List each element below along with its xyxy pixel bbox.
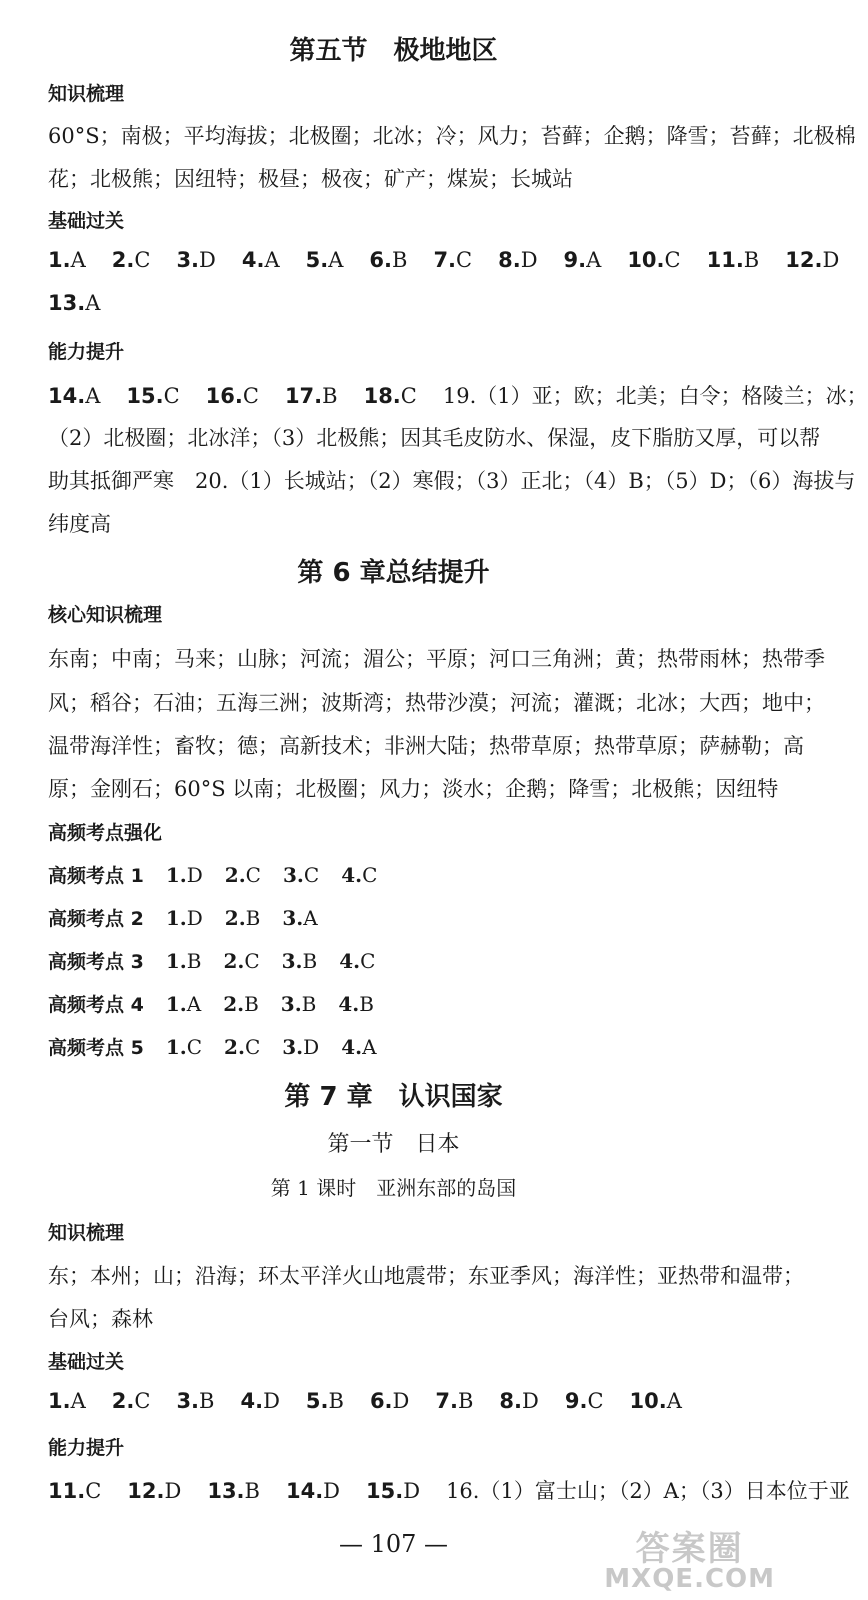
frequent-row-5 — [48, 1033, 399, 1060]
answer-item — [338, 992, 374, 1016]
ability-answers-row-1 — [48, 380, 868, 410]
answer-item — [433, 248, 472, 272]
answer-item — [166, 863, 203, 887]
answer-item — [370, 1389, 409, 1413]
answer-value: B — [199, 1389, 215, 1413]
answer-item — [499, 1389, 538, 1413]
answer-value: D — [323, 1479, 341, 1503]
answer-value: B — [359, 992, 374, 1016]
answer-number: 7. — [433, 248, 457, 272]
answer-item — [564, 248, 602, 272]
ability-choice-answers — [48, 384, 443, 408]
answer-number: 3. — [281, 949, 303, 973]
answer-number: 13. — [207, 1479, 245, 1503]
answer-number: 4. — [339, 949, 361, 973]
answer-value: B — [322, 384, 338, 408]
answer-item — [286, 1479, 340, 1503]
watermark-logo — [604, 1529, 775, 1594]
answer-value: C — [134, 248, 151, 272]
answer-value: D — [199, 248, 216, 272]
ability-line-4: 纬度高 — [48, 512, 111, 536]
answer-number: 7. — [435, 1389, 458, 1413]
answer-item — [435, 1389, 473, 1413]
frequent-point-label: 高频考点 5 — [48, 1037, 144, 1059]
answer-number: 13. — [48, 291, 86, 315]
answer-item — [207, 1479, 260, 1503]
answer-item — [285, 384, 338, 408]
answer-value: C — [587, 1389, 604, 1413]
answer-item — [366, 1479, 420, 1503]
answer-item — [785, 248, 839, 272]
answer-number: 2. — [224, 863, 246, 887]
basic-answers-row-1 — [48, 248, 865, 272]
answer-number: 1. — [165, 863, 187, 887]
answer-value: A — [328, 248, 344, 272]
answer-value: C — [362, 863, 378, 887]
answer-item — [48, 291, 100, 315]
answer-value: D — [520, 248, 538, 272]
answer-number: 1. — [165, 992, 187, 1016]
section-title-polar: 第五节 极地地区 — [289, 36, 498, 66]
lesson-title: 第 1 课时 亚洲东部的岛国 — [270, 1176, 517, 1200]
answer-number: 8. — [498, 248, 521, 272]
answer-item — [281, 992, 317, 1016]
answer-item — [48, 1479, 101, 1503]
answer-item — [223, 949, 259, 973]
answer-value: C — [134, 1389, 151, 1413]
answer-item — [166, 992, 201, 1016]
frequent-point-label: 高频考点 2 — [48, 908, 144, 930]
answer-item — [283, 863, 319, 887]
frequent-row-2 — [48, 904, 340, 931]
answer-number: 2. — [224, 906, 246, 930]
answer-number: 4. — [241, 248, 265, 272]
answer-value: D — [403, 1479, 421, 1503]
answer-number: 1. — [165, 949, 187, 973]
answer-value: C — [360, 949, 376, 973]
answer-number: 5. — [305, 248, 329, 272]
japan-ability-q16: 16.（1）富士山；（2）A；（3）日本位于亚 — [446, 1479, 850, 1503]
answer-number: 14. — [285, 1479, 324, 1503]
answer-item — [48, 248, 86, 272]
answer-number: 6. — [369, 1389, 393, 1413]
core-line-3: 温带海洋性；畜牧；德；高新技术；非洲大陆；热带草原；热带草原；萨赫勒；高 — [48, 734, 804, 758]
answer-value: B — [244, 1479, 260, 1503]
answer-item — [306, 248, 344, 272]
answer-item — [282, 949, 318, 973]
answer-item — [166, 949, 202, 973]
answer-value: A — [70, 248, 86, 272]
label-core-knowledge: 核心知识梳理 — [48, 604, 163, 626]
answer-number: 4. — [338, 992, 360, 1016]
answer-number: 3. — [282, 863, 304, 887]
answer-item — [48, 384, 100, 408]
label-frequent: 高频考点强化 — [48, 822, 163, 844]
frequent-point-label: 高频考点 1 — [48, 865, 144, 887]
answer-number: 18. — [363, 384, 401, 408]
answer-value: D — [822, 248, 840, 272]
answer-value: C — [242, 384, 259, 408]
answer-item — [127, 1479, 181, 1503]
core-line-2: 风；稻谷；石油；五海三洲；波斯湾；热带沙漠；河流；灌溉；北冰；大西；地中； — [48, 691, 825, 715]
ability-q19: 19.（1）亚；欧；北美；白令；格陵兰；冰； — [442, 384, 868, 408]
frequent-row-3 — [48, 947, 397, 974]
answer-number: 12. — [785, 248, 823, 272]
answer-value: B — [244, 992, 259, 1016]
answer-value: D — [522, 1389, 539, 1413]
answer-number: 14. — [48, 384, 86, 408]
answer-value: C — [245, 863, 261, 887]
answer-value: B — [457, 1389, 474, 1413]
answer-item — [341, 863, 377, 887]
chapter7-title: 第 7 章 认识国家 — [284, 1082, 503, 1112]
core-line-1: 东南；中南；马来；山脉；河流；湄公；平原；河口三角洲；黄；热带雨林；热带季 — [48, 647, 825, 671]
japan-basic-answers — [48, 1389, 708, 1413]
label-basic: 基础过关 — [48, 210, 125, 232]
answer-number: 5. — [305, 1389, 329, 1413]
answer-number: 1. — [165, 906, 187, 930]
answer-value: C — [303, 863, 320, 887]
answer-value: B — [392, 248, 408, 272]
answer-number: 9. — [564, 1389, 588, 1413]
answer-value: C — [244, 949, 260, 973]
answer-number: 3. — [280, 992, 302, 1016]
answer-value: A — [70, 1389, 86, 1413]
answer-item — [240, 1389, 279, 1413]
answer-item — [341, 1035, 376, 1059]
answer-item — [369, 248, 407, 272]
answer-value: B — [301, 992, 317, 1016]
answer-item — [224, 1035, 260, 1059]
answer-number: 3. — [282, 1035, 304, 1059]
frequent-row-1 — [48, 861, 399, 888]
answer-value: C — [85, 1479, 102, 1503]
answer-value: B — [328, 1389, 344, 1413]
answer-number: 2. — [111, 248, 135, 272]
answer-item — [48, 1389, 86, 1413]
answer-item — [166, 906, 203, 930]
ability-line-3: 助其抵御严寒 20.（1）长城站；（2）寒假；（3）正北；（4）B；（5）D；（6）海拔与 — [48, 469, 856, 493]
answer-number: 15. — [366, 1479, 404, 1503]
label-knowledge-japan: 知识梳理 — [48, 1222, 125, 1244]
answer-value: D — [164, 1479, 182, 1503]
answer-number: 2. — [223, 992, 245, 1016]
japan-knowledge-line-2: 台风；森林 — [48, 1307, 153, 1331]
answer-number: 4. — [341, 1035, 363, 1059]
answer-item — [112, 1389, 151, 1413]
frequent-row-4 — [48, 990, 396, 1017]
answer-number: 6. — [369, 248, 392, 272]
answer-value: A — [264, 248, 280, 272]
answer-number: 10. — [629, 1389, 667, 1413]
core-line-4: 原；金刚石；60°S 以南；北极圈；风力；淡水；企鹅；降雪；北极熊；因纽特 — [48, 777, 779, 801]
answer-value: C — [163, 384, 180, 408]
answer-item — [176, 1389, 214, 1413]
japan-knowledge-line-1: 东；本州；山；沿海；环太平洋火山地震带；东亚季风；海洋性；亚热带和温带； — [48, 1264, 804, 1288]
answer-value: D — [392, 1389, 410, 1413]
answer-value: C — [664, 248, 681, 272]
answer-number: 1. — [48, 1389, 71, 1413]
answer-value: C — [244, 1035, 261, 1059]
answer-number: 15. — [126, 384, 164, 408]
answer-value: D — [186, 863, 203, 887]
answer-number: 2. — [111, 1389, 135, 1413]
answer-item — [225, 863, 261, 887]
answer-item — [166, 1035, 202, 1059]
japan-ability-answers — [48, 1475, 850, 1505]
answer-value: C — [400, 384, 417, 408]
answer-value: C — [186, 1035, 203, 1059]
japan-ability-choice — [48, 1479, 446, 1503]
watermark-text-2: MXQE.COM — [604, 1564, 775, 1594]
answer-value: A — [85, 384, 101, 408]
answer-number: 8. — [499, 1389, 522, 1413]
basic-answers-row-2 — [48, 291, 126, 315]
answer-item — [627, 248, 680, 272]
chapter6-title: 第 6 章总结提升 — [297, 558, 490, 588]
answer-number: 9. — [563, 248, 587, 272]
answer-value: A — [85, 291, 101, 315]
knowledge-line-2: 花；北极熊；因纽特；极昼；极夜；矿产；煤炭；长城站 — [48, 167, 573, 191]
answer-item — [206, 384, 259, 408]
page-number: — 107 — — [338, 1530, 449, 1558]
answer-value: B — [302, 949, 318, 973]
answer-number: 12. — [127, 1479, 165, 1503]
answer-value: C — [456, 248, 473, 272]
answer-value: A — [186, 992, 202, 1016]
answer-number: 3. — [176, 1389, 200, 1413]
frequent-point-label: 高频考点 3 — [48, 951, 144, 973]
answer-item — [223, 992, 259, 1016]
label-ability-japan: 能力提升 — [48, 1437, 125, 1459]
answer-item — [364, 384, 417, 408]
answer-number: 10. — [627, 248, 665, 272]
answer-number: 2. — [223, 949, 245, 973]
section-japan-title: 第一节 日本 — [327, 1132, 460, 1157]
answer-number: 3. — [282, 906, 304, 930]
answer-item — [630, 1389, 682, 1413]
answer-item — [339, 949, 375, 973]
answer-item — [707, 248, 760, 272]
knowledge-line-1: 60°S；南极；平均海拔；北极圈；北冰；冷；风力；苔藓；企鹅；降雪；苔藓；北极棉 — [48, 124, 856, 148]
answer-item — [565, 1389, 604, 1413]
label-knowledge: 知识梳理 — [48, 83, 125, 105]
answer-number: 1. — [165, 1035, 187, 1059]
answer-value: A — [586, 248, 602, 272]
answer-value: B — [743, 248, 760, 272]
answer-number: 17. — [284, 384, 323, 408]
answer-value: A — [666, 1389, 682, 1413]
answer-item — [112, 248, 151, 272]
answer-value: D — [186, 906, 203, 930]
answer-item — [242, 248, 280, 272]
label-basic-japan: 基础过关 — [48, 1351, 125, 1373]
answer-number: 4. — [240, 1389, 264, 1413]
answer-number: 11. — [706, 248, 744, 272]
answer-number: 11. — [48, 1479, 86, 1503]
answer-value: A — [362, 1035, 377, 1059]
answer-item — [126, 384, 179, 408]
frequent-point-label: 高频考点 4 — [48, 994, 144, 1016]
label-ability: 能力提升 — [48, 341, 125, 363]
answer-item — [306, 1389, 344, 1413]
answer-number: 16. — [205, 384, 243, 408]
answer-value: D — [303, 1035, 320, 1059]
answer-number: 3. — [176, 248, 200, 272]
answer-number: 4. — [341, 863, 363, 887]
answer-value: D — [263, 1389, 280, 1413]
answer-item — [282, 906, 317, 930]
watermark-text-1: 答案圈 — [635, 1529, 744, 1569]
answer-item — [498, 248, 537, 272]
answer-item — [282, 1035, 319, 1059]
answer-number: 2. — [224, 1035, 245, 1059]
answer-value: B — [245, 906, 261, 930]
answer-item — [225, 906, 261, 930]
ability-line-2: （2）北极圈；北冰洋；（3）北极熊；因其毛皮防水、保湿，皮下脂肪又厚，可以帮 — [48, 426, 821, 450]
answer-value: B — [186, 949, 202, 973]
answer-number: 1. — [48, 248, 71, 272]
answer-item — [176, 248, 215, 272]
answer-value: A — [303, 906, 318, 930]
